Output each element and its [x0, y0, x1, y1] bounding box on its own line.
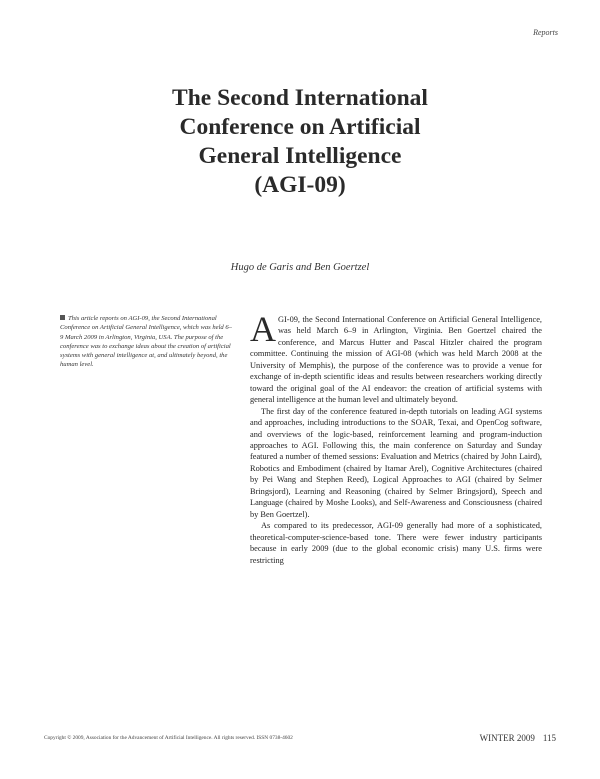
drop-cap: A: [250, 309, 276, 349]
copyright-notice: Copyright © 2009, Association for the Advancement of Artificial Intelligence. All rights reserved. ISSN 0738-4602: [44, 735, 293, 741]
title-line: Conference on Artificial: [179, 114, 421, 140]
issue-label: WINTER 2009: [479, 733, 535, 743]
body-paragraph: As compared to its predecessor, AGI-09 generally had more of a sophisticated, theoretical-computer-science-based tone. There were fewer industry participants because in early 2009 (due to the global economic crisis) many U.S. firms were restricting: [250, 521, 542, 565]
page-footer: [480, 733, 556, 743]
authors: Hugo de Garis and Ben Goertzel: [230, 262, 370, 273]
article-title: [100, 84, 500, 200]
section-label: Reports: [533, 28, 558, 37]
body-paragraph: The first day of the conference featured in-depth tutorials on leading AGI systems and approaches, including introductions to the SOAR, Texai, and OpenCog software, and overviews of the logic-based, reinforcement learning and program-induction approaches to AGI. Following this, the main conference on Saturday and Sunday featured a number of themed sessions: Evaluation and Metrics (chaired by John Laird), Robotics and Embodiment (chaired by Itamar Arel), Cognitive Architectures (chaired by Pei Wang and Stephen Reed), Logical Approaches to AGI (chaired by Selmer Bringsjord), Learning and Reasoning (chaired by Selmer Bringsjord), Speech and Language (chaired by Moshe Looks), and Self-Awareness and Consciousness (chaired by Ben Goertzel).: [250, 406, 542, 519]
page-number: 115: [542, 733, 556, 743]
article-body: [250, 309, 542, 566]
title-line: The Second International: [172, 85, 428, 111]
paragraph-text: GI-09, the Second International Conference on Artificial General Intelligence, was held March 6–9 in Arlington, Virginia. Ben Goertzel chaired the conference, and Marcus Hutter and Pascal Hitzler chaired the program committee. Continuing the mission of AGI-08 (which was held March 2008 at the University of Memphis), the purpose of the conference was to provide a venue for exchange of in-depth scientific ideas and results between researchers working directly toward the original goal of the AI endeavor: the creation of artificial systems with general intelligence at the human level and ultimately beyond.: [250, 315, 542, 405]
abstract-text: This article reports on AGI-09, the Second International Conference on Artificial General Intelligence, which was held 6–9 March 2009 in Arlington, Virginia, USA. The purpose of the conference was to exchange ideas about the creation of artificial systems with general intelligence at, and ultimately beyond, the human level.: [60, 315, 232, 369]
abstract-block: [60, 314, 232, 370]
body-paragraph: [250, 309, 542, 406]
title-line: General Intelligence: [198, 143, 402, 169]
title-line: (AGI-09): [254, 172, 346, 198]
square-bullet-icon: [60, 315, 65, 320]
